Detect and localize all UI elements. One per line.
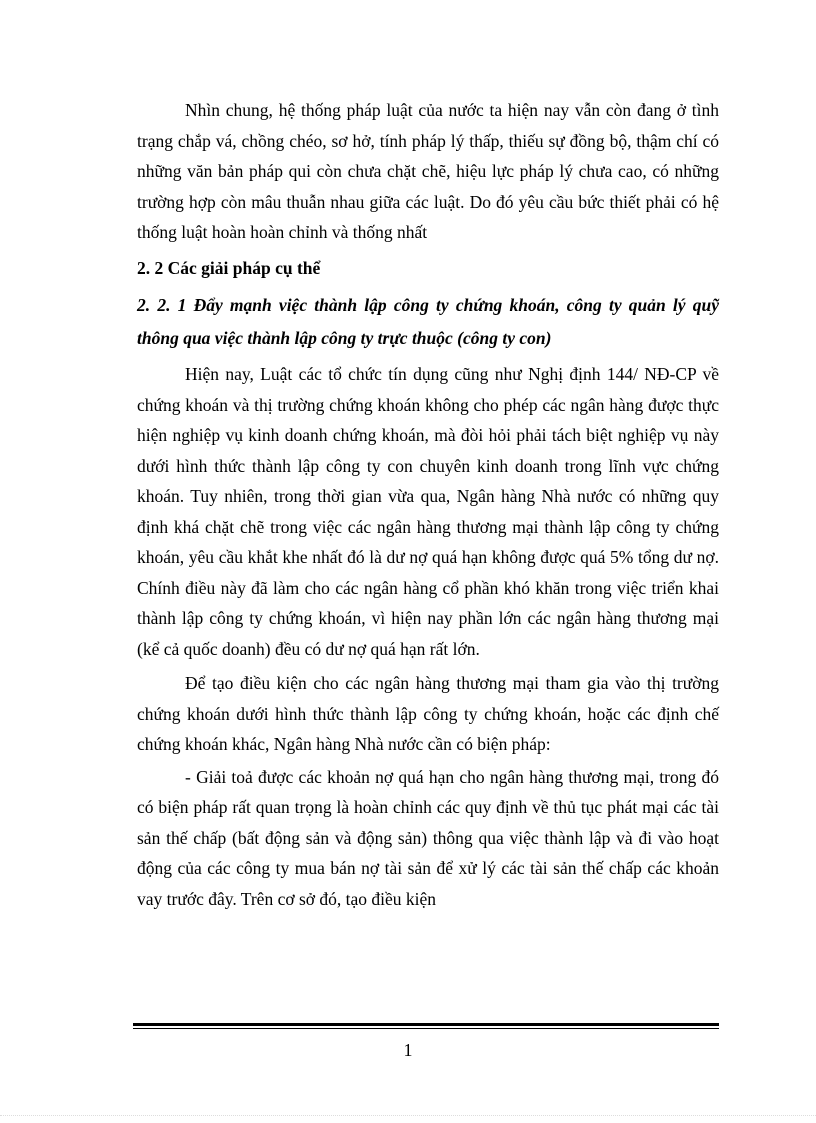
- bullet-paragraph: - Giải toả được các khoản nợ quá hạn cho ngân hàng thương mại, trong đó có biện pháp rất quan trọng là hoàn chỉnh các quy định về thủ tục phát mại các tài sản thế chấp (bất động sản và động sản) thông qua việc thành lập và đi vào hoạt động của các công ty mua bán nợ tài sản để xử lý các tài sản thế chấp các khoản vay trước đây. Trên cơ sở đó, tạo điều kiện: [137, 766, 719, 909]
- subsection-heading: 2. 2. 1 Đẩy mạnh việc thành lập công ty chứng khoán, công ty quản lý quỹ thông qua việc thành lập công ty trực thuộc (công ty con): [137, 295, 719, 348]
- page-body: [137, 95, 719, 914]
- intro-paragraph: Nhìn chung, hệ thống pháp luật của nước ta hiện nay vẫn còn đang ở tình trạng chắp vá, chồng chéo, sơ hở, tính pháp lý thấp, thiếu sự đồng bộ, thậm chí có những văn bản pháp qui còn chưa chặt chẽ, hiệu lực pháp lý chưa cao, có những trường hợp còn mâu thuẫn nhau giữa các luật. Do đó yêu cầu bức thiết phải có hệ thống luật hoàn hoàn chỉnh và thống nhất: [137, 100, 719, 242]
- body-paragraph-2: Để tạo điều kiện cho các ngân hàng thương mại tham gia vào thị trường chứng khoán dưới hình thức thành lập công ty chứng khoán, hoặc các định chế chứng khoán khác, Ngân hàng Nhà nước cần có biện pháp:: [137, 673, 719, 754]
- footer-rule-thin: [133, 1028, 719, 1029]
- page-number: 1: [403, 1040, 413, 1060]
- section-heading: 2. 2 Các giải pháp cụ thể: [137, 257, 321, 278]
- footer-rule: [133, 1023, 719, 1029]
- page-bottom-border: [0, 1115, 816, 1116]
- body-paragraph-1: Hiện nay, Luật các tổ chức tín dụng cũng như Nghị định 144/ NĐ-CP về chứng khoán và thị trường chứng khoán không cho phép các ngân hàng được thực hiện nghiệp vụ kinh doanh chứng khoán, mà đòi hỏi phải tách biệt nghiệp vụ này dưới hình thức thành lập công ty con chuyên kinh doanh trong lĩnh vực chứng khoán. Tuy nhiên, trong thời gian vừa qua, Ngân hàng Nhà nước có những quy định khá chặt chẽ trong việc các ngân hàng thương mại thành lập công ty chứng khoán, yêu cầu khắt khe nhất đó là dư nợ quá hạn không được quá 5% tổng dư nợ. Chính điều này đã làm cho các ngân hàng cổ phần khó khăn trong việc triển khai thành lập công ty chứng khoán, vì hiện nay phần lớn các ngân hàng thương mại (kể cả quốc doanh) đều có dư nợ quá hạn rất lớn.: [137, 364, 719, 659]
